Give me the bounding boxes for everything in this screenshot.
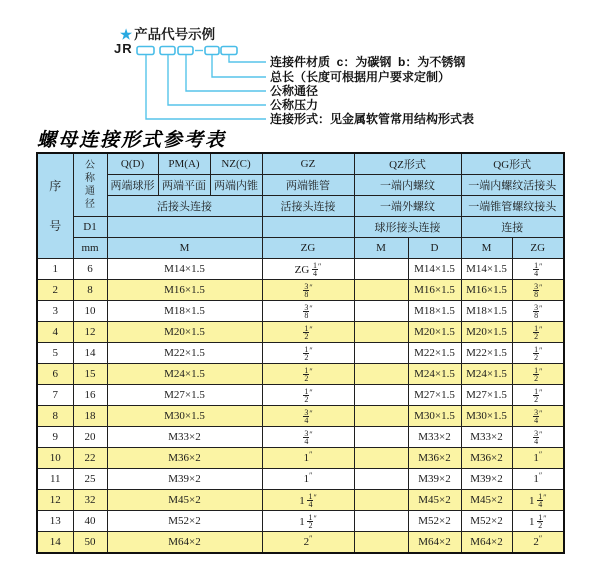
cell-dn: 20 — [73, 427, 107, 448]
code-box-4 — [205, 47, 219, 55]
cell-qg_m: M52×2 — [461, 511, 512, 532]
callout-connection: 连接形式：见金属软管常用结构形式表 — [270, 112, 475, 126]
table-row — [37, 490, 564, 511]
table-row — [37, 427, 564, 448]
cell-qz_d: M30×1.5 — [408, 406, 461, 427]
cell-qz_m — [354, 448, 408, 469]
cell-qg_m: M22×1.5 — [461, 343, 512, 364]
cell-qz_m — [354, 343, 408, 364]
cell-qz_m — [354, 322, 408, 343]
cell-dn: 12 — [73, 322, 107, 343]
cell-qz_m — [354, 469, 408, 490]
cell-qz_m — [354, 511, 408, 532]
header-q-sub: 两端球形 — [107, 175, 158, 196]
cell-m: M36×2 — [107, 448, 262, 469]
header-m-merged: M — [107, 238, 262, 259]
cell-qg_zg: $\frac{1}{4}$ ″ — [512, 259, 564, 280]
cell-seq: 14 — [37, 532, 73, 554]
cell-qg_zg: $\frac{3}{4}$ ″ — [512, 427, 564, 448]
cell-qg_m: M20×1.5 — [461, 322, 512, 343]
cell-dn: 6 — [73, 259, 107, 280]
table-row — [37, 364, 564, 385]
cell-seq: 8 — [37, 406, 73, 427]
cell-dn: 22 — [73, 448, 107, 469]
cell-qz_d: M27×1.5 — [408, 385, 461, 406]
header-qg-sub2: 一端锥管螺纹接头 — [461, 196, 564, 217]
cell-m: M14×1.5 — [107, 259, 262, 280]
cell-dn: 25 — [73, 469, 107, 490]
cell-gz: $\frac{1}{2}$ ″ — [262, 343, 354, 364]
cell-qg_m: M24×1.5 — [461, 364, 512, 385]
header-seq: 序 号 — [37, 153, 73, 259]
cell-dn: 15 — [73, 364, 107, 385]
cell-dn: 50 — [73, 532, 107, 554]
cell-m: M33×2 — [107, 427, 262, 448]
nut-connection-table — [36, 152, 565, 554]
cell-qg_zg: 2″ — [512, 532, 564, 554]
cell-qz_d: M22×1.5 — [408, 343, 461, 364]
callout-material: 连接件材质 c：为碳钢 b：为不锈钢 — [270, 55, 466, 69]
cell-qz_d: M20×1.5 — [408, 322, 461, 343]
code-boxes — [137, 47, 237, 55]
cell-qg_zg: $\frac{1}{2}$ ″ — [512, 364, 564, 385]
header-qg: QG形式 — [461, 153, 564, 175]
cell-seq: 11 — [37, 469, 73, 490]
header-q: Q(D) — [107, 153, 158, 175]
product-code-prefix: JR — [114, 41, 133, 56]
cell-seq: 6 — [37, 364, 73, 385]
cell-seq: 3 — [37, 301, 73, 322]
cell-dn: 16 — [73, 385, 107, 406]
code-box-1 — [137, 47, 154, 55]
header-qg-sub1: 一端内螺纹活接头 — [461, 175, 564, 196]
cell-qz_d: M24×1.5 — [408, 364, 461, 385]
cell-qz_m — [354, 427, 408, 448]
table-row — [37, 511, 564, 532]
cell-qg_zg: 1 $\frac{1}{4}$ ″ — [512, 490, 564, 511]
cell-qg_zg: 1″ — [512, 448, 564, 469]
header-dn: 公 称 通 径 — [73, 153, 107, 217]
code-box-3 — [178, 47, 193, 55]
table-header — [37, 153, 564, 259]
cell-gz: 1 $\frac{1}{4}$ ″ — [262, 490, 354, 511]
cell-qg_m: M18×1.5 — [461, 301, 512, 322]
cell-seq: 1 — [37, 259, 73, 280]
callout-pressure: 公称压力 — [270, 98, 319, 112]
cell-qg_zg: $\frac{1}{2}$ ″ — [512, 385, 564, 406]
cell-qz_d: M14×1.5 — [408, 259, 461, 280]
cell-dn: 14 — [73, 343, 107, 364]
cell-dn: 18 — [73, 406, 107, 427]
cell-gz: $\frac{3}{8}$ ″ — [262, 301, 354, 322]
header-d1: D1 — [73, 217, 107, 238]
cell-qz_d: M39×2 — [408, 469, 461, 490]
star-icon: ★ — [120, 27, 133, 42]
header-zg-gz: ZG — [262, 238, 354, 259]
cell-qg_m: M45×2 — [461, 490, 512, 511]
header-blank-1 — [107, 217, 262, 238]
cell-qg_m: M30×1.5 — [461, 406, 512, 427]
callout-lines — [146, 55, 266, 119]
table-row — [37, 385, 564, 406]
cell-seq: 10 — [37, 448, 73, 469]
cell-qz_m — [354, 280, 408, 301]
cell-qg_m: M36×2 — [461, 448, 512, 469]
callout-length: 总长（长度可根据用户要求定制） — [270, 70, 451, 84]
table-row — [37, 259, 564, 280]
cell-qg_m: M16×1.5 — [461, 280, 512, 301]
code-box-2 — [160, 47, 175, 55]
header-qz-m: M — [354, 238, 408, 259]
header-union-conn: 活接头连接 — [107, 196, 262, 217]
cell-qg_zg: $\frac{3}{8}$ ″ — [512, 280, 564, 301]
cell-qg_zg: 1″ — [512, 469, 564, 490]
header-qg-m: M — [461, 238, 512, 259]
cell-m: M39×2 — [107, 469, 262, 490]
cell-qz_d: M16×1.5 — [408, 280, 461, 301]
header-mm: mm — [73, 238, 107, 259]
table-row — [37, 469, 564, 490]
cell-m: M30×1.5 — [107, 406, 262, 427]
table-row — [37, 343, 564, 364]
header-qz-sub1: 一端内螺纹 — [354, 175, 461, 196]
table-row — [37, 406, 564, 427]
cell-gz: 1 $\frac{1}{2}$ ″ — [262, 511, 354, 532]
cell-qz_m — [354, 364, 408, 385]
cell-gz: 1″ — [262, 469, 354, 490]
cell-qz_d: M33×2 — [408, 427, 461, 448]
diagram-heading — [120, 23, 215, 43]
code-box-5 — [221, 47, 237, 55]
header-qz-d: D — [408, 238, 461, 259]
header-qg-conn: 连接 — [461, 217, 564, 238]
cell-qz_m — [354, 259, 408, 280]
cell-qz_m — [354, 301, 408, 322]
diagram-heading-text: 产品代号示例 — [134, 27, 216, 42]
header-gz: GZ — [262, 153, 354, 175]
cell-qz_m — [354, 385, 408, 406]
cell-m: M20×1.5 — [107, 322, 262, 343]
cell-gz: $\frac{3}{8}$ ″ — [262, 280, 354, 301]
table-row — [37, 322, 564, 343]
cell-seq: 4 — [37, 322, 73, 343]
cell-qg_m: M27×1.5 — [461, 385, 512, 406]
cell-qg_m: M39×2 — [461, 469, 512, 490]
cell-qg_m: M64×2 — [461, 532, 512, 554]
header-qz-sub2: 一端外螺纹 — [354, 196, 461, 217]
cell-m: M27×1.5 — [107, 385, 262, 406]
cell-seq: 5 — [37, 343, 73, 364]
cell-qz_m — [354, 490, 408, 511]
cell-qz_d: M52×2 — [408, 511, 461, 532]
header-nz-sub: 两端内锥 — [210, 175, 262, 196]
table-row — [37, 280, 564, 301]
cell-qg_zg: $\frac{1}{2}$ ″ — [512, 322, 564, 343]
cell-m: M52×2 — [107, 511, 262, 532]
cell-dn: 32 — [73, 490, 107, 511]
cell-qg_zg: $\frac{3}{4}$ ″ — [512, 406, 564, 427]
cell-gz: ZG $\frac{1}{4}$ ″ — [262, 259, 354, 280]
cell-m: M45×2 — [107, 490, 262, 511]
cell-seq: 7 — [37, 385, 73, 406]
callout-diameter: 公称通径 — [270, 84, 319, 98]
cell-gz: $\frac{1}{2}$ ″ — [262, 364, 354, 385]
cell-qg_m: M33×2 — [461, 427, 512, 448]
cell-qz_d: M45×2 — [408, 490, 461, 511]
cell-qz_d: M64×2 — [408, 532, 461, 554]
cell-gz: $\frac{3}{4}$ ″ — [262, 406, 354, 427]
cell-gz: 2″ — [262, 532, 354, 554]
cell-dn: 40 — [73, 511, 107, 532]
cell-seq: 2 — [37, 280, 73, 301]
header-nz: NZ(C) — [210, 153, 262, 175]
cell-qg_zg: 1 $\frac{1}{2}$ ″ — [512, 511, 564, 532]
header-pm-sub: 两端平面 — [158, 175, 210, 196]
header-blank-2 — [262, 217, 354, 238]
header-gz-conn: 活接头连接 — [262, 196, 354, 217]
cell-seq: 9 — [37, 427, 73, 448]
cell-gz: $\frac{1}{2}$ ″ — [262, 385, 354, 406]
cell-qz_d: M36×2 — [408, 448, 461, 469]
table-row — [37, 532, 564, 554]
header-gz-sub: 两端锥管 — [262, 175, 354, 196]
cell-dn: 8 — [73, 280, 107, 301]
header-pm: PM(A) — [158, 153, 210, 175]
cell-m: M24×1.5 — [107, 364, 262, 385]
table-title: 螺母连接形式参考表 — [37, 130, 227, 151]
cell-seq: 13 — [37, 511, 73, 532]
cell-gz: 1″ — [262, 448, 354, 469]
header-qg-zg: ZG — [512, 238, 564, 259]
cell-gz: $\frac{1}{2}$ ″ — [262, 322, 354, 343]
cell-qz_m — [354, 406, 408, 427]
cell-m: M18×1.5 — [107, 301, 262, 322]
cell-m: M16×1.5 — [107, 280, 262, 301]
cell-qg_m: M14×1.5 — [461, 259, 512, 280]
cell-m: M64×2 — [107, 532, 262, 554]
cell-qg_zg: $\frac{3}{8}$ ″ — [512, 301, 564, 322]
cell-m: M22×1.5 — [107, 343, 262, 364]
table-body — [37, 259, 564, 554]
header-qz: QZ形式 — [354, 153, 461, 175]
cell-gz: $\frac{3}{4}$ ″ — [262, 427, 354, 448]
cell-qz_d: M18×1.5 — [408, 301, 461, 322]
cell-dn: 10 — [73, 301, 107, 322]
table-row — [37, 301, 564, 322]
cell-seq: 12 — [37, 490, 73, 511]
cell-qz_m — [354, 532, 408, 554]
header-qz-conn: 球形接头连接 — [354, 217, 461, 238]
cell-qg_zg: $\frac{1}{2}$ ″ — [512, 343, 564, 364]
table-row — [37, 448, 564, 469]
